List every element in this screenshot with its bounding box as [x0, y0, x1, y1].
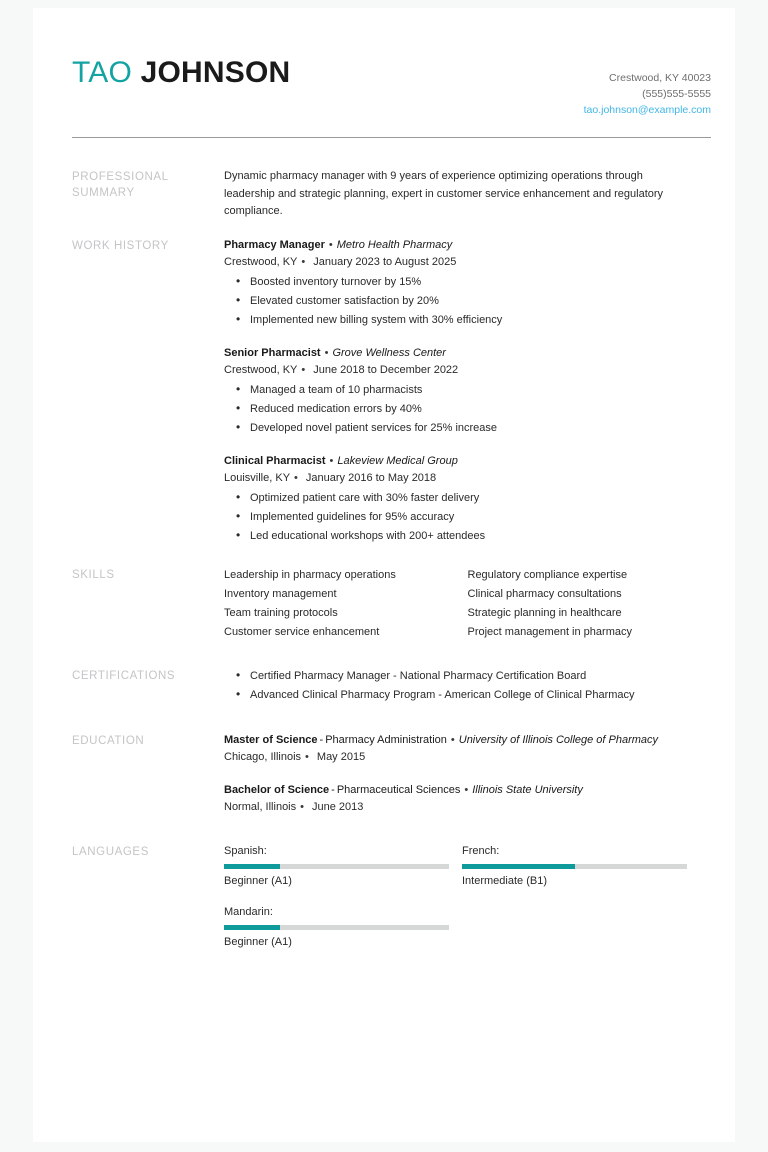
- list-item: Strategic planning in healthcare: [467, 606, 622, 619]
- section-certifications: [33, 667, 735, 705]
- language-proficiency-bar: [462, 864, 687, 869]
- bullet-separator-icon: •: [301, 255, 306, 268]
- bullet-separator-icon: •: [450, 733, 455, 746]
- bullet-separator-icon: •: [301, 363, 306, 376]
- education-entry-meta: [224, 749, 711, 766]
- education-date: June 2013: [312, 800, 364, 813]
- education-school: Illinois State University: [472, 783, 583, 796]
- education-entry-meta: [224, 799, 711, 816]
- language-level: Intermediate (B1): [462, 874, 547, 887]
- job-dates: January 2023 to August 2025: [313, 255, 457, 268]
- section-label-work-history: WORK HISTORY: [72, 239, 169, 252]
- bullet-separator-icon: •: [329, 454, 334, 467]
- job-title: Senior Pharmacist: [224, 346, 321, 359]
- candidate-name: [72, 56, 290, 90]
- language-name: Spanish:: [224, 844, 267, 857]
- work-entry-meta: [224, 254, 711, 271]
- skills-grid: [224, 566, 711, 642]
- job-company: Metro Health Pharmacy: [336, 238, 453, 251]
- list-item: Team training protocols: [224, 606, 338, 619]
- job-dates: January 2016 to May 2018: [305, 471, 437, 484]
- section-professional-summary: [33, 168, 735, 221]
- list-item: • Elevated customer satisfaction by 20%: [224, 292, 711, 311]
- language-proficiency-bar: [224, 864, 449, 869]
- work-entry-meta: [224, 470, 711, 487]
- skills-column-right: [468, 566, 712, 642]
- last-name: JOHNSON: [140, 56, 291, 89]
- education-entry-heading: [224, 782, 711, 799]
- education-entry: [224, 782, 711, 816]
- list-item: • Managed a team of 10 pharmacists: [224, 381, 711, 400]
- contact-phone: (555)555-5555: [642, 88, 711, 100]
- languages-grid: [224, 843, 711, 965]
- language-level: Beginner (A1): [224, 935, 292, 948]
- section-label-summary: PROFESSIONAL SUMMARY: [72, 171, 169, 199]
- skills-body: [224, 566, 711, 642]
- education-entry: [224, 732, 711, 766]
- languages-body: [224, 843, 711, 965]
- list-item: Regulatory compliance expertise: [467, 568, 628, 581]
- section-education: [33, 732, 735, 816]
- list-item: • Implemented new billing system with 30% efficiency: [224, 311, 711, 330]
- contact-email-link[interactable]: tao.johnson@example.com: [583, 104, 711, 116]
- language-entry-french: [462, 843, 711, 904]
- job-company: Grove Wellness Center: [332, 346, 446, 359]
- list-item: Customer service enhancement: [224, 625, 380, 638]
- education-field: Pharmaceutical Sciences: [336, 783, 461, 796]
- list-item: Clinical pharmacy consultations: [467, 587, 622, 600]
- job-title: Pharmacy Manager: [224, 238, 325, 251]
- list-item: • Implemented guidelines for 95% accuracy: [224, 508, 711, 527]
- language-name: French:: [462, 844, 500, 857]
- first-name: TAO: [72, 56, 133, 89]
- work-history-body: [224, 237, 711, 546]
- section-work-history: [33, 237, 735, 546]
- education-location: Normal, Illinois: [224, 800, 297, 813]
- job-achievements-list: [224, 381, 711, 438]
- bullet-separator-icon: •: [305, 750, 309, 763]
- list-item: • Boosted inventory turnover by 15%: [224, 273, 711, 292]
- list-item: • Certified Pharmacy Manager - National Pharmacy Certification Board: [224, 667, 711, 686]
- section-skills: [33, 566, 735, 642]
- work-entry: [224, 237, 711, 330]
- summary-text: Dynamic pharmacy manager with 9 years of experience optimizing operations through leadership and strategic planning, expert in customer service enhancement and regulatory compliance.: [224, 170, 664, 217]
- resume-page: [33, 8, 735, 1142]
- language-entry-empty: [462, 904, 711, 965]
- bullet-separator-icon: •: [324, 346, 329, 359]
- work-entry: [224, 453, 711, 546]
- education-school: University of Illinois College of Pharmacy: [458, 733, 659, 746]
- job-location: Louisville, KY: [224, 471, 291, 484]
- list-item: • Led educational workshops with 200+ attendees: [224, 527, 711, 546]
- language-name: Mandarin:: [224, 905, 273, 918]
- education-date: May 2015: [316, 750, 366, 763]
- education-degree: Bachelor of Science: [224, 783, 330, 796]
- work-entry-meta: [224, 362, 711, 379]
- work-entry-heading: [224, 453, 711, 470]
- language-proficiency-fill: [224, 864, 280, 869]
- bullet-separator-icon: •: [464, 783, 469, 796]
- job-location: Crestwood, KY: [224, 255, 298, 268]
- job-dates: June 2018 to December 2022: [313, 363, 459, 376]
- job-achievements-list: [224, 489, 711, 546]
- section-label-education: EDUCATION: [72, 734, 145, 747]
- certifications-list: [224, 667, 711, 705]
- section-label-languages: LANGUAGES: [72, 845, 149, 858]
- summary-body: [224, 168, 711, 221]
- work-entry-heading: [224, 345, 711, 362]
- language-proficiency-bar: [224, 925, 449, 930]
- education-degree: Master of Science: [224, 733, 318, 746]
- education-body: [224, 732, 711, 816]
- language-entry-spanish: [224, 843, 462, 904]
- bullet-separator-icon: •: [294, 471, 298, 484]
- bullet-separator-icon: •: [300, 800, 304, 813]
- list-item: • Reduced medication errors by 40%: [224, 400, 711, 419]
- section-label-certifications: CERTIFICATIONS: [72, 669, 176, 682]
- section-languages: [33, 843, 735, 965]
- list-item: • Optimized patient care with 30% faster delivery: [224, 489, 711, 508]
- contact-address: Crestwood, KY 40023: [609, 72, 711, 84]
- contact-block: [584, 56, 711, 118]
- job-title: Clinical Pharmacist: [224, 454, 326, 467]
- certifications-body: [224, 667, 711, 705]
- job-location: Crestwood, KY: [224, 363, 298, 376]
- language-proficiency-fill: [224, 925, 280, 930]
- dash-separator-icon: -: [319, 733, 324, 746]
- list-item: Inventory management: [224, 587, 337, 600]
- dash-separator-icon: -: [331, 783, 335, 796]
- education-entry-heading: [224, 732, 711, 749]
- header-divider: [72, 137, 711, 138]
- work-entry: [224, 345, 711, 438]
- job-company: Lakeview Medical Group: [337, 454, 458, 467]
- job-achievements-list: [224, 273, 711, 330]
- language-level: Beginner (A1): [224, 874, 292, 887]
- list-item: Project management in pharmacy: [467, 625, 632, 638]
- list-item: • Developed novel patient services for 25% increase: [224, 419, 711, 438]
- list-item: Leadership in pharmacy operations: [224, 568, 396, 581]
- education-location: Chicago, Illinois: [224, 750, 302, 763]
- language-proficiency-fill: [462, 864, 575, 869]
- section-label-skills: SKILLS: [72, 568, 115, 581]
- skills-column-left: [224, 566, 468, 642]
- language-entry-mandarin: [224, 904, 462, 965]
- education-field: Pharmacy Administration: [325, 733, 447, 746]
- list-item: • Advanced Clinical Pharmacy Program - American College of Clinical Pharmacy: [224, 686, 711, 705]
- work-entry-heading: [224, 237, 711, 254]
- bullet-separator-icon: •: [328, 238, 333, 251]
- resume-header: [33, 8, 735, 118]
